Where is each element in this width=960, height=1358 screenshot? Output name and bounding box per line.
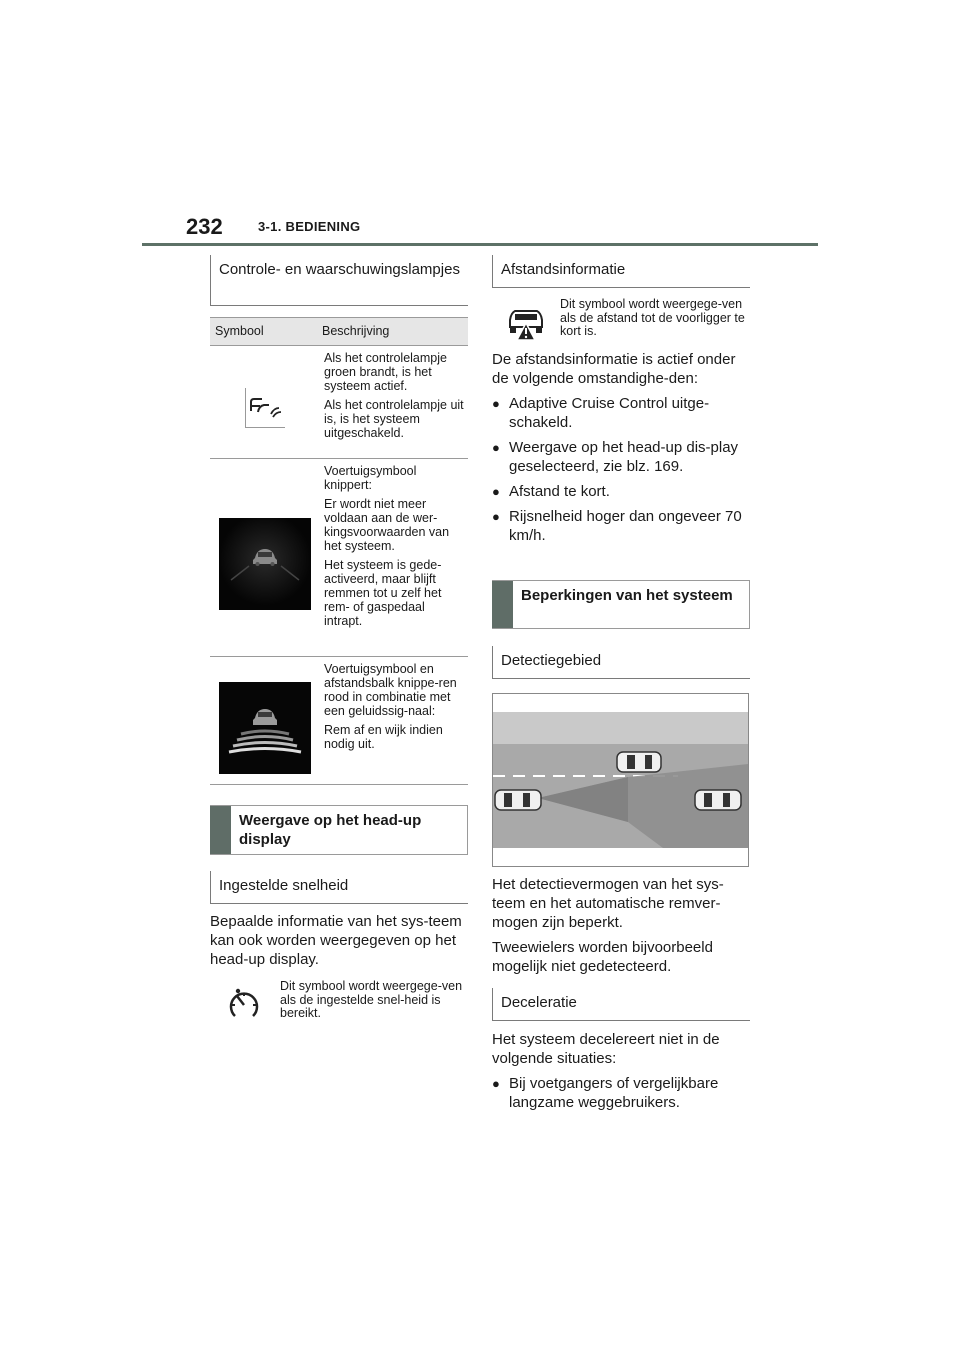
desc-paragraph: Als het controlelampje uit is, is het systeem uitgeschakeld. [324,398,464,440]
distance-intro: De afstandsinformatie is actief onder de volgende omstandighe-den: [492,351,736,387]
section-heading-text: Afstandsinformatie [501,261,626,278]
speedometer-icon [226,986,262,1022]
detection-paragraph: Tweewielers worden bijvoorbeeld mogelijk niet gedetecteerd. [492,939,713,975]
section-heading-hud [210,805,468,855]
detection-paragraph: Het detectievermogen van het sys-teem en het automatische remver-mogen zijn beperkt. [492,876,724,931]
car-right-icon [695,790,741,810]
section-heading-limitations [492,580,750,629]
list-item: ● Rijsnelheid hoger dan ongeveer 70 km/h. [492,507,750,545]
section-heading-text: Ingestelde snelheid [219,877,349,894]
header-rule [142,243,818,246]
car-left-icon [495,790,541,810]
car-front-icon [617,752,661,772]
list-item: ● Afstand te kort. [492,482,750,501]
section-heading-distance [492,255,750,288]
speed-symbol-description: Dit symbool wordt weergege-ven als de ingestelde snel-heid is bereikt. [280,979,463,1020]
section-heading-set-speed [210,871,468,904]
table-row [210,458,468,657]
desc-paragraph: Het systeem is gede-activeerd, maar blijft remmen tot u zelf het rem- of gaspedaal intrapt. [324,558,442,628]
detection-text [492,875,750,982]
desc-paragraph: Als het controlelampje groen brandt, is het systeem actief. [324,351,447,393]
list-item: ● Bij voetgangers of vergelijkbare langzame weggebruikers. [492,1074,750,1112]
table-row [210,656,468,785]
section-heading-text: Beperkingen van het systeem [521,587,733,604]
page-number: 232 [186,214,223,239]
section-heading-text: Controle- en waarschuwingslampjes [219,261,460,278]
deceleration-list [492,1074,750,1112]
section-heading-text: Weergave op het head-up display [239,812,422,848]
col-symbol-header: Symbool [215,324,264,338]
section-heading-detection-area [492,646,750,679]
distance-info-block [492,350,750,551]
desc-paragraph: Voertuigsymbool knippert: [324,464,417,492]
table-row [210,344,468,459]
distance-warning-icon [506,303,546,343]
desc-paragraph: Voertuigsymbool en afstandsbalk knippe-ren rood in combinatie met een geluidssig-naal: [324,662,457,718]
hud-paragraph: Bepaalde informatie van het sys-teem kan ook worden weergegeven op het head-up display. [210,913,462,968]
heading-bar [492,581,513,628]
vehicle-distance-bar-red-image [219,682,311,774]
section-heading-text: Deceleratie [501,994,577,1011]
table-header [210,317,468,346]
acc-vehicle-indicator-icon [245,388,285,428]
row-description [324,662,466,756]
section-heading-deceleration [492,988,750,1021]
desc-paragraph: Rem af en wijk indien nodig uit. [324,723,443,751]
distance-conditions-list [492,394,750,545]
vehicle-symbol-flashing-image [219,518,311,610]
section-heading-warning-lights [210,255,468,306]
heading-bar [210,806,231,854]
col-description-header: Beschrijving [322,324,390,338]
chapter-title: 3-1. BEDIENING [258,219,361,234]
section-heading-text: Detectiegebied [501,652,602,669]
row-description [324,464,466,633]
list-item: ● Adaptive Cruise Control uitge-schakeld. [492,394,750,432]
deceleration-block [492,1030,750,1118]
list-item: ● Weergave op het head-up dis-play geselecteerd, zie blz. 169. [492,438,750,476]
deceleration-intro: Het systeem decelereert niet in de volgende situaties: [492,1031,720,1067]
desc-paragraph: Er wordt niet meer voldaan aan de wer-kingsvoorwaarden van het systeem. [324,497,450,553]
detection-area-illustration [492,693,749,867]
distance-symbol-description: Dit symbool wordt weergege-ven als de afstand tot de voorligger te kort is. [560,297,745,338]
row-description [324,351,466,445]
